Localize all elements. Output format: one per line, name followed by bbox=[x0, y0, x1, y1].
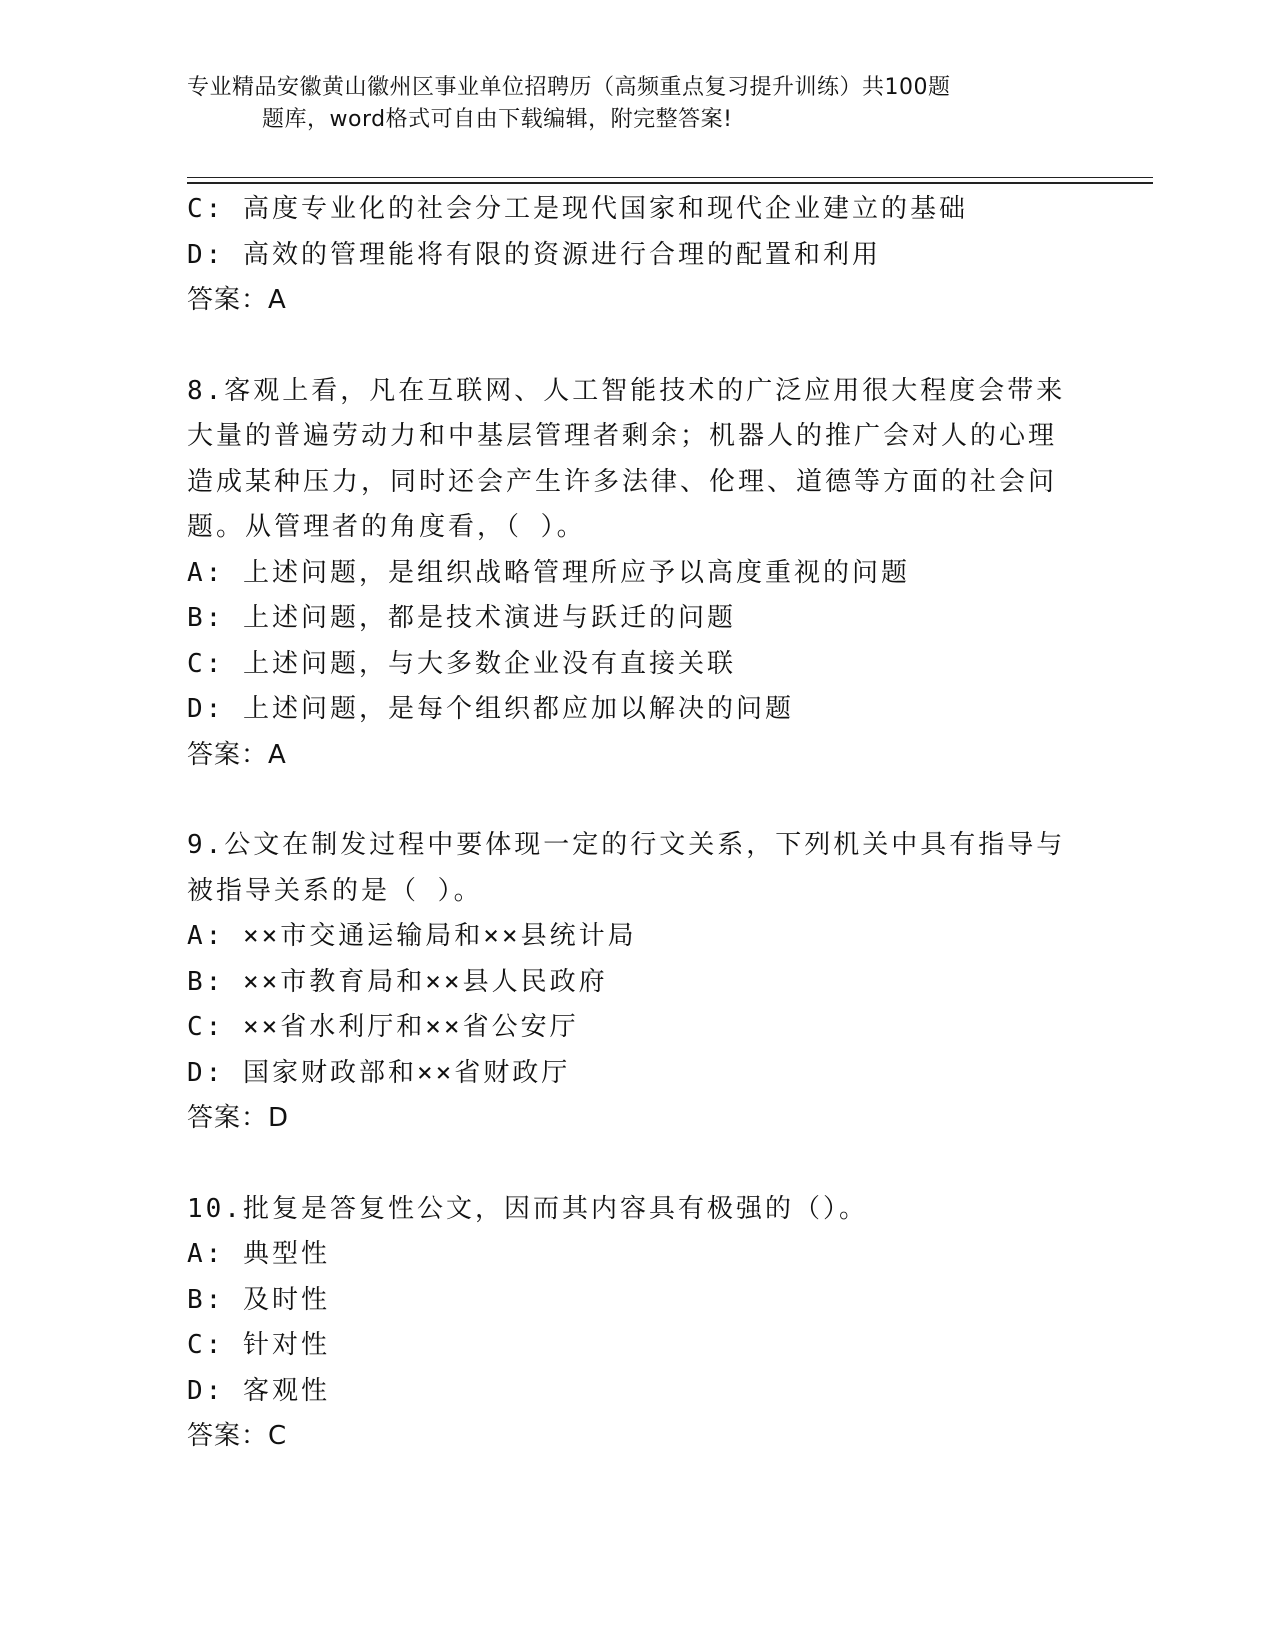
option-line: B: ××市教育局和××县人民政府 bbox=[187, 966, 608, 997]
spacer bbox=[187, 1142, 1087, 1187]
option-line: A: 上述问题，是组织战略管理所应予以高度重视的问题 bbox=[187, 557, 910, 588]
option-line: C: 针对性 bbox=[187, 1330, 330, 1360]
answer-line: 答案：A bbox=[187, 739, 287, 770]
spacer bbox=[187, 324, 1087, 369]
option-line: A: 典型性 bbox=[187, 1239, 330, 1269]
document-body bbox=[187, 187, 1087, 1460]
question-stem-line: 被指导关系的是（ ）。 bbox=[187, 875, 483, 906]
question-block-8 bbox=[187, 369, 1087, 779]
option-line: B: 及时性 bbox=[187, 1284, 330, 1315]
option-line: C: 上述问题，与大多数企业没有直接关联 bbox=[187, 648, 736, 679]
question-stem-line: 8.客观上看，凡在互联网、人工智能技术的广泛应用很大程度会带来 bbox=[187, 375, 1066, 406]
option-line: D: 上述问题，是每个组织都应加以解决的问题 bbox=[187, 694, 794, 724]
answer-line: 答案：C bbox=[187, 1421, 288, 1451]
question-stem-line: 10.批复是答复性公文，因而其内容具有极强的（）。 bbox=[187, 1193, 868, 1224]
option-line: D: 客观性 bbox=[187, 1375, 330, 1406]
header-divider-thick bbox=[187, 182, 1153, 184]
question-stem-line: 造成某种压力，同时还会产生许多法律、伦理、道德等方面的社会问 bbox=[187, 466, 1058, 497]
option-line: C: ××省水利厅和××省公安厅 bbox=[187, 1012, 579, 1042]
header-title-line-2: 题库，word格式可自由下载编辑，附完整答案! bbox=[262, 107, 733, 132]
question-block-10 bbox=[187, 1187, 1087, 1460]
question-stem-line: 大量的普遍劳动力和中基层管理者剩余；机器人的推广会对人的心理 bbox=[187, 421, 1058, 451]
answer-line: 答案：A bbox=[187, 285, 287, 315]
document-header bbox=[187, 72, 1087, 136]
question-block-prev bbox=[187, 187, 1087, 324]
header-title-line-1: 专业精品安徽黄山徽州区事业单位招聘历（高频重点复习提升训练）共100题 bbox=[187, 75, 951, 100]
spacer bbox=[187, 778, 1087, 823]
option-line: D: 高效的管理能将有限的资源进行合理的配置和利用 bbox=[187, 239, 881, 270]
header-divider-thin bbox=[187, 177, 1153, 178]
option-line: A: ××市交通运输局和××县统计局 bbox=[187, 921, 637, 951]
answer-line: 答案：D bbox=[187, 1103, 290, 1133]
question-stem-line: 9.公文在制发过程中要体现一定的行文关系，下列机关中具有指导与 bbox=[187, 830, 1066, 860]
question-stem-line: 题。从管理者的角度看，（ ）。 bbox=[187, 512, 586, 542]
question-block-9 bbox=[187, 823, 1087, 1142]
option-line: C: 高度专业化的社会分工是现代国家和现代企业建立的基础 bbox=[187, 194, 968, 224]
option-line: B: 上述问题，都是技术演进与跃迁的问题 bbox=[187, 603, 736, 633]
option-line: D: 国家财政部和××省财政厅 bbox=[187, 1057, 571, 1088]
